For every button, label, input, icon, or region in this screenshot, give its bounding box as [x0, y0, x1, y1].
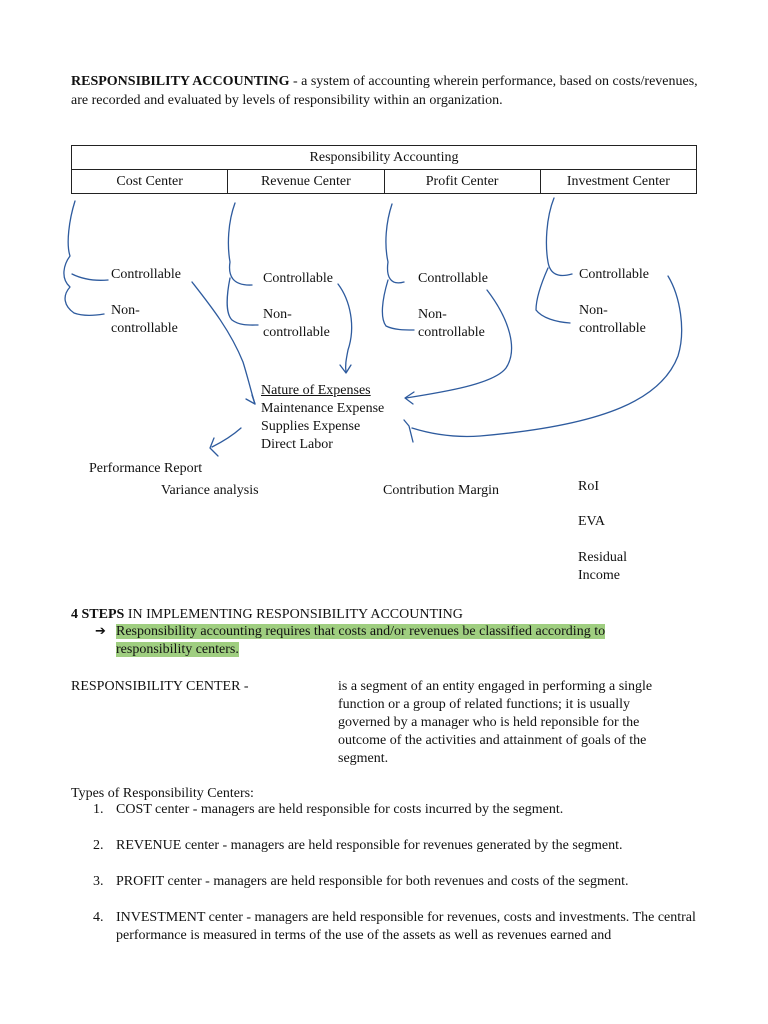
intro-term: RESPONSIBILITY ACCOUNTING	[71, 74, 290, 89]
report-arrowhead	[210, 438, 218, 456]
cost-controllable: Controllable	[111, 267, 181, 282]
revenue-non-controllable: Non- controllable	[263, 307, 330, 340]
variance-analysis-label: Variance analysis	[161, 483, 259, 498]
column-profit-center: Profit Center	[384, 170, 540, 194]
revenue-brace	[227, 203, 258, 325]
intro-definition: - a system of accounting wherein performance, based on costs/revenues, are recorded and evaluated by levels of responsibility within an organization.	[71, 74, 698, 108]
highlighted-text-line1: Responsibility accounting requires that costs and/or revenues be classified according to	[116, 624, 606, 639]
investment-controllable: Controllable	[579, 267, 649, 282]
column-revenue-center: Revenue Center	[228, 170, 384, 194]
cost-tick	[72, 274, 108, 280]
expense-item: Supplies Expense	[261, 419, 361, 434]
performance-report-label: Performance Report	[89, 461, 203, 476]
expense-item: Direct Labor	[261, 437, 333, 452]
steps-heading: 4 STEPS IN IMPLEMENTING RESPONSIBILITY ACCOUNTING	[71, 607, 463, 622]
cost-to-expenses-arrow	[192, 282, 255, 404]
column-investment-center: Investment Center	[540, 170, 696, 194]
cost-brace	[64, 201, 104, 315]
arrow-right-icon: ➔	[95, 624, 106, 639]
responsibility-center-term: RESPONSIBILITY CENTER -	[71, 679, 249, 694]
profit-brace	[382, 204, 414, 330]
list-item: 2. REVENUE center - managers are held responsible for revenues generated by the segment.	[93, 838, 623, 853]
expenses-heading: Nature of Expenses	[261, 383, 371, 398]
revenue-arrowhead	[340, 365, 351, 373]
report-arrow	[212, 428, 241, 447]
profit-non-controllable: Non- controllable	[418, 307, 485, 340]
investment-to-expenses-arrow	[412, 276, 682, 436]
profit-arrowhead	[405, 392, 414, 404]
column-cost-center: Cost Center	[72, 170, 228, 194]
expense-item: Maintenance Expense	[261, 401, 385, 416]
eva-label: EVA	[578, 514, 605, 529]
cost-arrowhead	[246, 395, 255, 404]
steps-bullet	[95, 623, 695, 659]
types-heading: Types of Responsibility Centers:	[71, 786, 254, 801]
highlighted-text-line2: responsibility centers.	[116, 642, 239, 657]
table-header: Responsibility Accounting	[72, 146, 697, 170]
list-item: 3. PROFIT center - managers are held responsible for both revenues and costs of the segment.	[93, 874, 629, 889]
cost-non-controllable: Non- controllable	[111, 303, 178, 336]
investment-brace	[536, 198, 572, 323]
contribution-margin-label: Contribution Margin	[383, 483, 500, 498]
types-list	[71, 801, 701, 963]
investment-arrowhead	[404, 420, 413, 442]
expenses-block	[261, 382, 384, 454]
residual-income-label: Residual Income	[578, 550, 627, 583]
revenue-to-expenses-arrow	[338, 284, 352, 372]
profit-controllable: Controllable	[418, 271, 488, 286]
list-item: 1. COST center - managers are held responsible for costs incurred by the segment.	[93, 802, 564, 817]
responsibility-accounting-table	[71, 145, 697, 194]
investment-non-controllable: Non- controllable	[579, 303, 646, 336]
roi-label: RoI	[578, 479, 599, 494]
intro-paragraph	[71, 72, 701, 110]
list-item: 4. INVESTMENT center - managers are held responsible for revenues, costs and investments. The central performance is measured in terms of the use of the assets as well as revenues earned and	[93, 910, 696, 943]
responsibility-center-definition: is a segment of an entity engaged in performing a single function or a group of related functions; it is usually governed by a manager who is held reponsible for the outcome of the activities and attainment of goals of the segment.	[338, 679, 653, 766]
revenue-controllable: Controllable	[263, 271, 333, 286]
